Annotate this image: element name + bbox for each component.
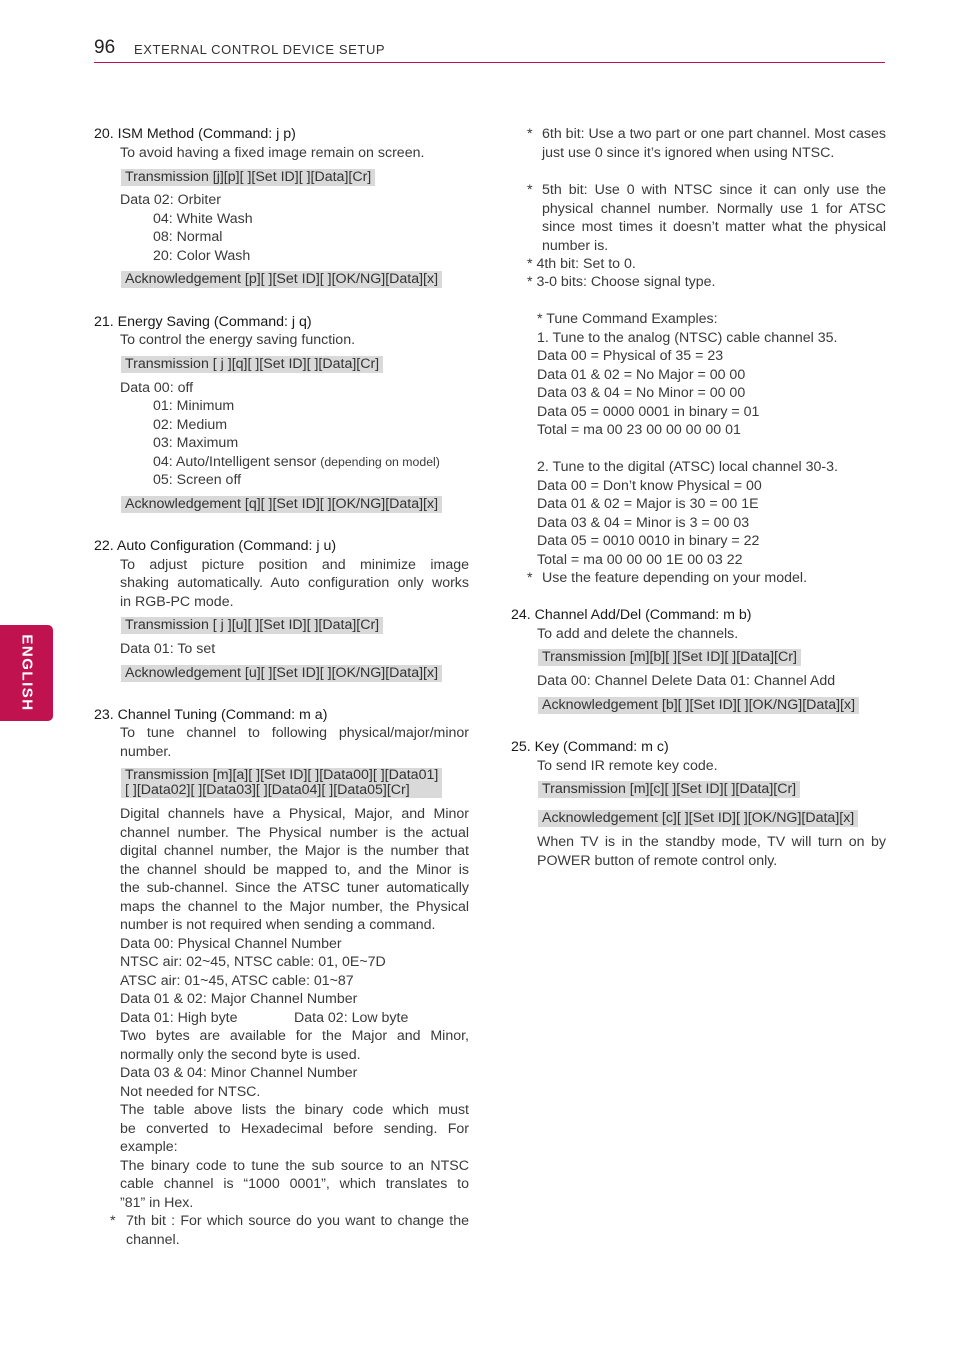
tuning-paragraph-line: the channel should be mapped to, and the Minor is — [120, 862, 469, 878]
energy-saving-heading: 21. Energy Saving (Command: j q) — [94, 314, 312, 330]
tuning-paragraph-line: digital channel number, the Major is the number that — [120, 843, 469, 859]
channel-tuning-desc: To tune channel to following physical/major/minor — [120, 725, 469, 741]
ism-data-line: 04: White Wash — [153, 211, 253, 227]
tuning-paragraph-line: the sub-channel. Since the ATSC tuner automatically — [120, 880, 469, 896]
tuning-detail-line: Not needed for NTSC. — [120, 1084, 261, 1100]
key-standby-note: POWER button of remote control only. — [537, 853, 778, 869]
energy-model-note: (depending on model) — [320, 455, 440, 469]
auto-config-desc: shaking automatically. Auto configuration only works — [120, 575, 469, 591]
transmission-line: [ ][Data02][ ][Data03][ ][Data04][ ][Data05][Cr] — [125, 781, 410, 798]
note-text: 6th bit: Use a two part or one part channel. Most cases just use 0 since it’s ignored when using NTSC. — [542, 126, 886, 161]
channel-add-del-transmission-box: Transmission [m][b][ ][Set ID][ ][Data][Cr] — [538, 649, 801, 666]
energy-data-line: 01: Minimum — [153, 398, 235, 414]
key-standby-note: When TV is in the standby mode, TV will turn on by — [537, 834, 886, 850]
ism-data-line: 20: Color Wash — [153, 248, 251, 264]
examples-heading: * Tune Command Examples: — [537, 311, 718, 327]
energy-data-line — [153, 453, 440, 472]
tuning-detail-line: The binary code to tune the sub source to an NTSC — [120, 1158, 469, 1174]
tuning-paragraph-line: Digital channels have a Physical, Major, and Minor — [120, 806, 469, 822]
channel-add-del-heading: 24. Channel Add/Del (Command: m b) — [511, 607, 752, 623]
asterisk-icon: * — [527, 182, 533, 198]
example-line: Total = ma 00 23 00 00 00 00 01 — [537, 422, 741, 438]
example-line: Data 05 = 0000 0001 in binary = 01 — [537, 404, 760, 420]
energy-data-line: Data 00: off — [120, 380, 194, 396]
language-tab-label: ENGLISH — [18, 634, 35, 712]
key-transmission-box: Transmission [m][c][ ][Set ID][ ][Data][Cr] — [538, 781, 800, 798]
asterisk-icon: * — [110, 1213, 116, 1229]
bits-note: * 3-0 bits: Choose signal type. — [527, 274, 716, 290]
auto-config-desc: in RGB-PC mode. — [120, 594, 234, 610]
channel-tuning-transmission-box — [121, 768, 442, 798]
example-line: Data 03 & 04 = Minor is 3 = 00 03 — [537, 515, 750, 531]
asterisk-icon: * — [527, 570, 533, 586]
section-title: EXTERNAL CONTROL DEVICE SETUP — [134, 42, 386, 57]
channel-tuning-desc: number. — [120, 744, 172, 760]
example-line: Data 00 = Don’t know Physical = 00 — [537, 478, 762, 494]
auto-config-desc: To adjust picture position and minimize image — [120, 557, 469, 573]
note-text: 5th bit: Use 0 with NTSC since it can only use the physical channel number. Normally use 1 for ATSC since most times it doesn’t matter what the physical number is. — [542, 182, 886, 254]
fifth-bit-note — [527, 181, 886, 257]
tuning-detail-line: normally only the second byte is used. — [120, 1047, 361, 1063]
tuning-detail-line: The table above lists the binary code which must — [120, 1102, 469, 1118]
energy-saving-desc: To control the energy saving function. — [120, 332, 356, 348]
key-ack-box: Acknowledgement [c][ ][Set ID][ ][OK/NG][Data][x] — [538, 810, 858, 827]
energy-data-line: 02: Medium — [153, 417, 228, 433]
note-text: Use the feature depending on your model. — [542, 570, 808, 586]
auto-config-heading: 22. Auto Configuration (Command: j u) — [94, 538, 337, 554]
ism-data-line: 08: Normal — [153, 229, 223, 245]
seventh-bit-note — [110, 1212, 469, 1250]
tuning-detail-line: Two bytes are available for the Major and Minor, — [120, 1028, 469, 1044]
note-text: 7th bit : For which source do you want to change the channel. — [126, 1213, 469, 1248]
ism-ack-box: Acknowledgement [p][ ][Set ID][ ][OK/NG][Data][x] — [121, 271, 442, 288]
sixth-bit-note — [527, 125, 886, 182]
energy-auto-label: 04: Auto/Intelligent sensor — [153, 454, 317, 470]
header-rule — [94, 62, 885, 63]
transmission-line: Transmission [m][a][ ][Set ID][ ][Data00][ ][Data01] — [125, 767, 439, 783]
energy-data-line: 03: Maximum — [153, 435, 239, 451]
example-line: 1. Tune to the analog (NTSC) cable channel 35. — [537, 330, 838, 346]
auto-config-ack-box: Acknowledgement [u][ ][Set ID][ ][OK/NG][Data][x] — [121, 665, 442, 682]
tuning-detail-line: Data 01 & 02: Major Channel Number — [120, 991, 358, 1007]
tuning-detail-line: Data 03 & 04: Minor Channel Number — [120, 1065, 358, 1081]
ism-method-heading: 20. ISM Method (Command: j p) — [94, 126, 296, 142]
example-line: Data 01 & 02 = No Major = 00 00 — [537, 367, 746, 383]
auto-config-transmission-box: Transmission [ j ][u][ ][Set ID][ ][Data][Cr] — [121, 617, 383, 634]
tuning-detail-line: Data 02: Low byte — [294, 1010, 409, 1026]
tuning-paragraph-line: channel number. The Physical number is the actual — [120, 825, 469, 841]
channel-tuning-heading: 23. Channel Tuning (Command: m a) — [94, 707, 328, 723]
ism-method-desc: To avoid having a fixed image remain on screen. — [120, 145, 425, 161]
tuning-paragraph-line: maps the channel to the Major number, the Physical — [120, 899, 469, 915]
tuning-detail-line: ATSC air: 01~45, ATSC cable: 01~87 — [120, 973, 354, 989]
language-tab — [0, 625, 53, 721]
example-line: Data 03 & 04 = No Minor = 00 00 — [537, 385, 746, 401]
energy-ack-box: Acknowledgement [q][ ][Set ID][ ][OK/NG][Data][x] — [121, 496, 442, 513]
ism-transmission-box: Transmission [j][p][ ][Set ID][ ][Data][Cr] — [121, 169, 375, 186]
tuning-detail-line: Data 00: Physical Channel Number — [120, 936, 342, 952]
channel-add-del-data-line: Data 00: Channel Delete Data 01: Channel Add — [537, 673, 836, 689]
ism-data-line: Data 02: Orbiter — [120, 192, 221, 208]
tuning-detail-line: NTSC air: 02~45, NTSC cable: 01, 0E~7D — [120, 954, 386, 970]
channel-add-del-desc: To add and delete the channels. — [537, 626, 739, 642]
example-line: Data 01 & 02 = Major is 30 = 00 1E — [537, 496, 759, 512]
example-line: 2. Tune to the digital (ATSC) local channel 30-3. — [537, 459, 838, 475]
tuning-paragraph-line: number is not required when sending a command. — [120, 917, 436, 933]
page-number: 96 — [94, 37, 116, 58]
tuning-detail-line: ”81” in Hex. — [120, 1195, 194, 1211]
model-feature-note — [527, 569, 886, 588]
energy-transmission-box: Transmission [ j ][q][ ][Set ID][ ][Data][Cr] — [121, 356, 383, 373]
fourth-bit-note: * 4th bit: Set to 0. — [527, 256, 636, 272]
example-line: Total = ma 00 00 00 1E 00 03 22 — [537, 552, 743, 568]
tuning-detail-line: example: — [120, 1139, 178, 1155]
example-line: Data 00 = Physical of 35 = 23 — [537, 348, 724, 364]
channel-add-del-ack-box: Acknowledgement [b][ ][Set ID][ ][OK/NG][Data][x] — [538, 697, 859, 714]
example-line: Data 05 = 0010 0010 in binary = 22 — [537, 533, 760, 549]
key-desc: To send IR remote key code. — [537, 758, 718, 774]
key-heading: 25. Key (Command: m c) — [511, 739, 669, 755]
energy-data-line: 05: Screen off — [153, 472, 242, 488]
auto-config-data-line: Data 01: To set — [120, 641, 216, 657]
tuning-detail-line: cable channel is “1000 0001”, which translates to — [120, 1176, 469, 1192]
tuning-detail-line: be converted to Hexadecimal before sending. For — [120, 1121, 469, 1137]
asterisk-icon: * — [527, 126, 533, 142]
tuning-detail-line: Data 01: High byte — [120, 1010, 238, 1026]
